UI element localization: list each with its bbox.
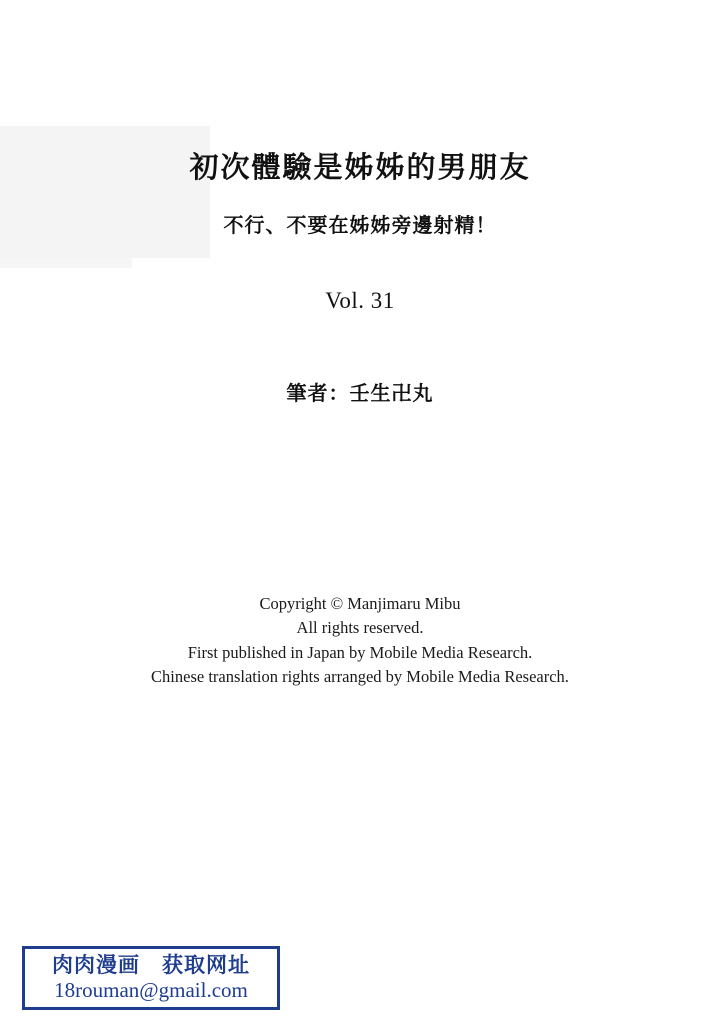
volume-label: Vol. 31 [325, 287, 395, 313]
copyright-line: First published in Japan by Mobile Media Research. [187, 642, 533, 662]
copyright-line: Chinese translation rights arranged by Mobile Media Research. [151, 666, 569, 686]
copyright-block [0, 592, 720, 689]
copyright-line: All rights reserved. [296, 618, 424, 638]
watermark-email: 18rouman@gmail.com [54, 978, 248, 1003]
page-subtitle: 不行、不要在姊姊旁邊射精！ [223, 212, 497, 237]
watermark-site-name: 肉肉漫画 获取网址 [52, 953, 250, 977]
copyright-line: Copyright © Manjimaru Mibu [259, 594, 461, 613]
page-title: 初次體驗是姊姊的男朋友 [189, 150, 531, 184]
author-label: 筆者：壬生卍丸 [286, 380, 434, 405]
title-block [0, 150, 720, 406]
watermark-banner [22, 946, 280, 1010]
